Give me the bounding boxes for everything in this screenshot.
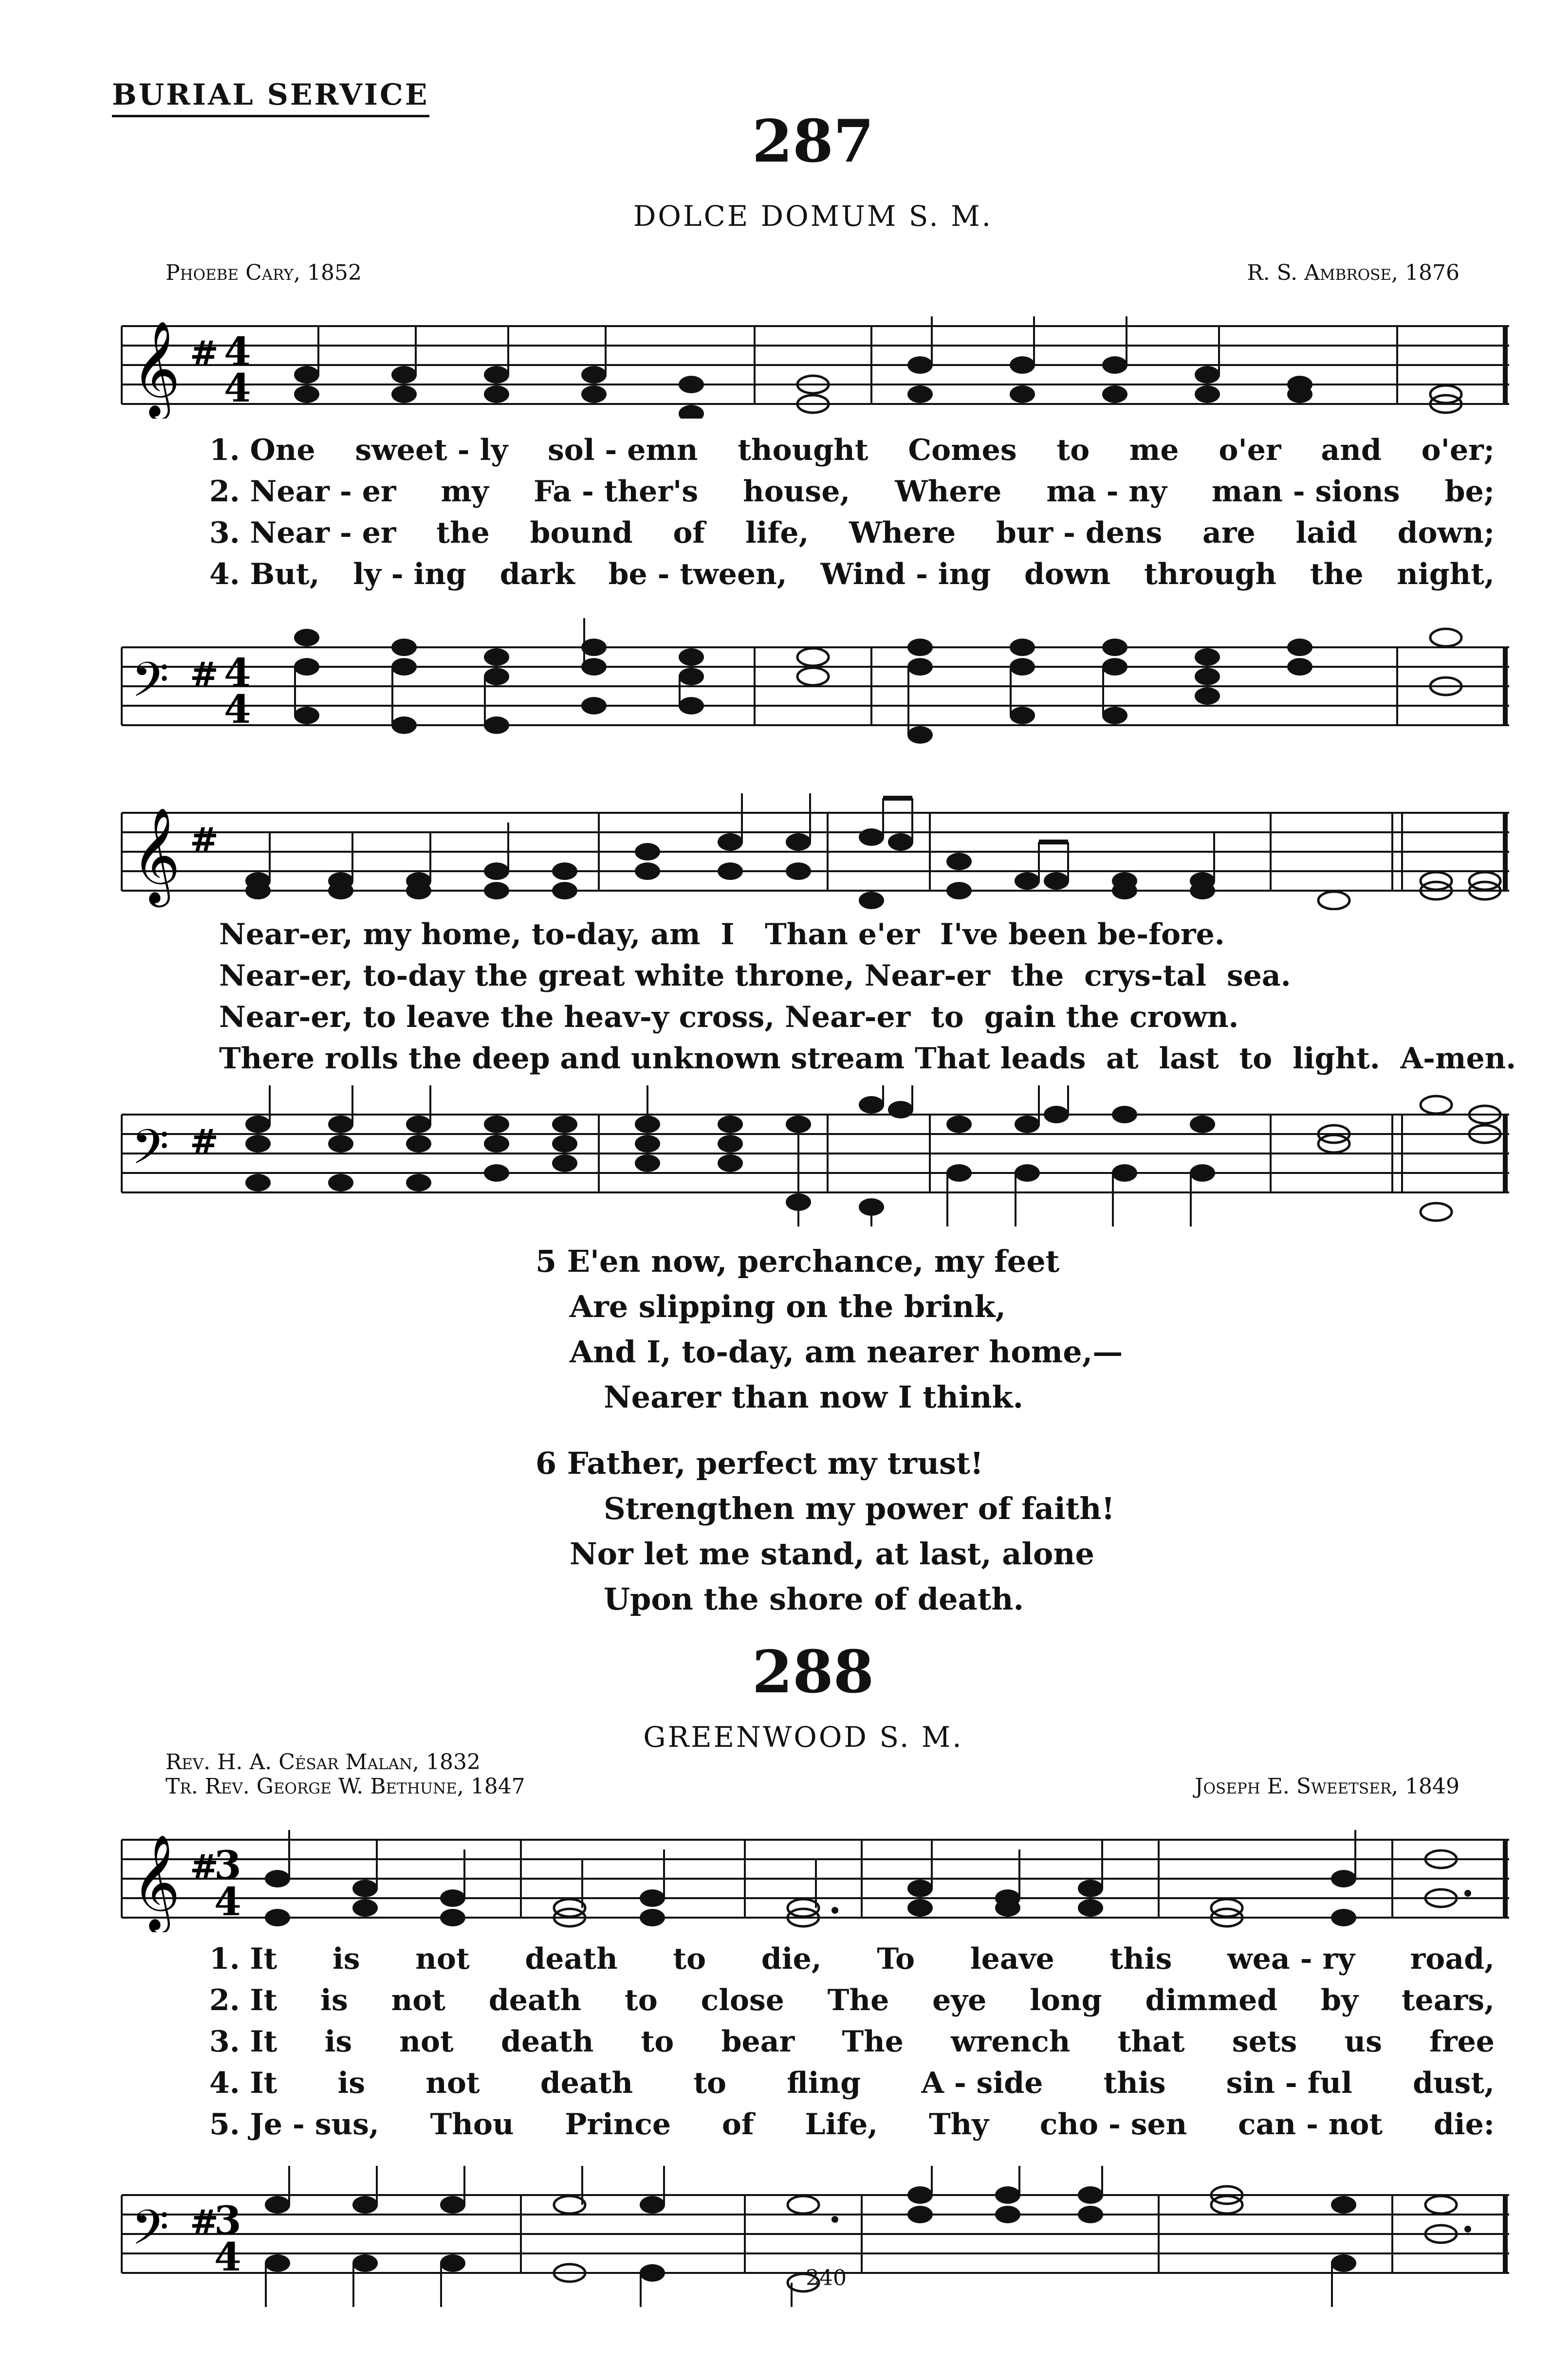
lyric-syllable: Thy: [929, 2107, 989, 2142]
lyric-syllable: the: [436, 516, 490, 550]
lyric-syllable: this: [1103, 2066, 1166, 2100]
lyrics-287-system2-verse1: Near-er, my home, to-day, am I Than e'er I've been be-fore.: [219, 917, 1225, 952]
lyric-syllable: sin - ful: [1226, 2066, 1352, 2100]
lyric-syllable: bound: [530, 516, 633, 550]
svg-text:3: 3: [214, 2197, 241, 2243]
lyric-syllable: 1. One: [209, 433, 315, 467]
svg-text:#: #: [190, 1847, 219, 1887]
verse-5-line-3: And I, to-day, am nearer home,—: [570, 1334, 1123, 1370]
lyric-syllable: sets: [1232, 2025, 1297, 2059]
lyric-syllable: is: [333, 1942, 360, 1976]
lyric-syllable: 3. Near - er: [209, 516, 396, 550]
lyric-syllable: to: [625, 1983, 658, 2017]
tune-name-287: DOLCE DOMUM S. M.: [633, 200, 993, 233]
lyric-syllable: long: [1030, 1983, 1102, 2017]
svg-text:4: 4: [214, 1879, 241, 1924]
lyric-syllable: life,: [745, 516, 809, 550]
lyric-syllable: sol - emn: [547, 433, 698, 467]
lyric-syllable: Where: [849, 516, 956, 550]
verse-6-line-2: Strengthen my power of faith!: [604, 1491, 1115, 1526]
lyric-syllable: To: [877, 1942, 915, 1976]
lyric-syllable: dust,: [1412, 2066, 1495, 2100]
lyric-syllable: 1. It: [209, 1942, 277, 1976]
lyric-syllable: o'er: [1219, 433, 1281, 467]
lyric-syllable: Wind - ing: [820, 557, 991, 591]
lyric-syllable: The: [842, 2025, 904, 2059]
verse-5-line-1: 5 E'en now, perchance, my feet: [536, 1244, 1060, 1279]
lyrics-287-system2-verse2: Near-er, to-day the great white throne, Near-er the crys-tal sea.: [219, 959, 1291, 993]
lyric-syllable: dimmed: [1145, 1983, 1278, 2017]
verse-5: [536, 1244, 1123, 1415]
lyric-syllable: man - sions: [1211, 475, 1400, 509]
lyric-syllable: o'er;: [1421, 433, 1495, 467]
lyrics-287-verse1: [209, 433, 1495, 467]
svg-text:4: 4: [224, 365, 251, 411]
lyric-syllable: be - tween,: [608, 557, 787, 591]
lyrics-288-verse1: [209, 1942, 1495, 1976]
svg-text:𝄢: 𝄢: [131, 652, 169, 720]
lyric-syllable: by: [1321, 1983, 1358, 2017]
lyric-syllable: are: [1202, 516, 1256, 550]
lyric-syllable: dark: [499, 557, 575, 591]
lyric-syllable: bur - dens: [996, 516, 1163, 550]
lyric-syllable: of: [721, 2107, 754, 2142]
hymn-number-288: 288: [752, 1638, 874, 1706]
lyric-syllable: ly - ing: [353, 557, 466, 591]
lyric-syllable: my: [441, 475, 489, 509]
lyric-syllable: to: [641, 2025, 674, 2059]
treble-staff-287-system1: [112, 311, 1509, 419]
svg-text:4: 4: [224, 686, 251, 732]
page-number: 240: [806, 2266, 847, 2290]
lyric-syllable: thought: [738, 433, 868, 467]
svg-text:𝄞: 𝄞: [131, 807, 181, 903]
lyric-syllable: this: [1109, 1942, 1172, 1976]
lyrics-287-verse3: [209, 516, 1495, 550]
lyrics-288-verse4: [209, 2066, 1495, 2100]
lyric-syllable: Comes: [908, 433, 1017, 467]
lyric-syllable: 4. It: [209, 2066, 277, 2100]
lyric-syllable: Thou: [430, 2107, 514, 2142]
lyric-syllable: death: [501, 2025, 594, 2059]
lyric-syllable: not: [399, 2025, 454, 2059]
translator-credit-288: Tr. Rev. George W. Bethune, 1847: [166, 1774, 525, 1799]
lyric-syllable: laid: [1295, 516, 1357, 550]
lyrics-287-verse4: [209, 557, 1495, 591]
tune-name-288: GREENWOOD S. M.: [643, 1721, 963, 1754]
svg-text:#: #: [190, 1121, 219, 1162]
lyric-syllable: is: [320, 1983, 348, 2017]
lyric-syllable: night,: [1397, 557, 1495, 591]
lyric-syllable: of: [673, 516, 705, 550]
lyric-syllable: close: [701, 1983, 784, 2017]
lyric-syllable: 2. It: [209, 1983, 277, 2017]
svg-text:#: #: [190, 820, 219, 860]
lyric-syllable: fling: [787, 2066, 861, 2100]
lyric-syllable: to: [1056, 433, 1090, 467]
lyric-syllable: us: [1344, 2025, 1382, 2059]
lyric-syllable: die,: [761, 1942, 822, 1976]
lyric-syllable: house,: [743, 475, 850, 509]
hymn-number-287: 287: [752, 107, 874, 176]
verse-6-line-1: 6 Father, perfect my trust!: [536, 1446, 983, 1481]
lyric-syllable: eye: [932, 1983, 987, 2017]
lyric-syllable: free: [1429, 2025, 1495, 2059]
lyric-syllable: the: [1310, 557, 1364, 591]
lyric-syllable: down;: [1397, 516, 1495, 550]
lyric-syllable: The: [827, 1983, 889, 2017]
lyrics-288-verse3: [209, 2025, 1495, 2059]
lyric-syllable: tears,: [1401, 1983, 1495, 2017]
lyric-syllable: is: [324, 2025, 352, 2059]
svg-text:4: 4: [224, 650, 251, 696]
verse-6-line-4: Upon the shore of death.: [604, 1581, 1024, 1617]
lyric-syllable: Where: [895, 475, 1002, 509]
lyric-syllable: not: [425, 2066, 480, 2100]
lyrics-287-verse2: [209, 475, 1495, 509]
lyric-syllable: Life,: [805, 2107, 878, 2142]
svg-text:4: 4: [224, 329, 251, 374]
lyric-syllable: cho - sen: [1039, 2107, 1187, 2142]
lyric-syllable: Prince: [565, 2107, 671, 2142]
lyric-syllable: death: [488, 1983, 582, 2017]
verse-5-line-4: Nearer than now I think.: [604, 1379, 1024, 1415]
lyric-syllable: be;: [1444, 475, 1495, 509]
verse-6-line-3: Nor let me stand, at last, alone: [570, 1536, 1094, 1572]
svg-text:𝄞: 𝄞: [131, 1834, 181, 1930]
svg-text:#: #: [190, 654, 219, 695]
lyric-syllable: road,: [1410, 1942, 1495, 1976]
verse-5-line-2: Are slipping on the brink,: [570, 1289, 1006, 1324]
lyric-syllable: 4. But,: [209, 557, 320, 591]
lyric-syllable: 5. Je - sus,: [209, 2107, 379, 2142]
author-credit-287: Phoebe Cary, 1852: [166, 260, 362, 285]
verse-6: [536, 1446, 1115, 1617]
lyric-syllable: to: [693, 2066, 727, 2100]
lyric-syllable: not: [415, 1942, 470, 1976]
svg-text:3: 3: [214, 1842, 241, 1888]
treble-staff-287-system2: [112, 793, 1509, 910]
lyric-syllable: through: [1144, 557, 1277, 591]
composer-credit-287: R. S. Ambrose, 1876: [1247, 260, 1460, 285]
svg-text:#: #: [190, 2202, 219, 2242]
svg-text:𝄢: 𝄢: [131, 2200, 169, 2268]
lyric-syllable: die:: [1433, 2107, 1495, 2142]
lyric-syllable: wea - ry: [1227, 1942, 1355, 1976]
bass-staff-287-system1: [112, 618, 1509, 759]
lyrics-288-verse2: [209, 1983, 1495, 2017]
lyric-syllable: leave: [970, 1942, 1054, 1976]
svg-text:4: 4: [214, 2234, 241, 2280]
bass-staff-287-system2: [112, 1085, 1509, 1231]
lyrics-287-system2-verse4: There rolls the deep and unknown stream That leads at last to light. A-men.: [219, 1042, 1516, 1076]
lyrics-287-system2-verse3: Near-er, to leave the heav-y cross, Near-er to gain the crown.: [219, 1000, 1239, 1034]
section-header: BURIAL SERVICE: [112, 78, 429, 117]
lyric-syllable: Fa - ther's: [533, 475, 699, 509]
lyric-syllable: 2. Near - er: [209, 475, 396, 509]
lyric-syllable: wrench: [951, 2025, 1071, 2059]
lyric-syllable: sweet - ly: [355, 433, 508, 467]
lyric-syllable: ma - ny: [1046, 475, 1167, 509]
lyric-syllable: can - not: [1238, 2107, 1383, 2142]
lyric-syllable: to: [673, 1942, 706, 1976]
lyric-syllable: death: [540, 2066, 633, 2100]
lyrics-288-verse5: [209, 2107, 1495, 2142]
lyric-syllable: and: [1321, 433, 1382, 467]
svg-text:#: #: [190, 333, 219, 373]
svg-text:𝄢: 𝄢: [131, 1119, 169, 1187]
lyric-syllable: bear: [721, 2025, 795, 2059]
lyric-syllable: death: [525, 1942, 618, 1976]
lyric-syllable: 3. It: [209, 2025, 277, 2059]
lyric-syllable: is: [337, 2066, 366, 2100]
lyric-syllable: down: [1024, 557, 1111, 591]
lyric-syllable: not: [391, 1983, 445, 2017]
lyric-syllable: that: [1117, 2025, 1185, 2059]
treble-staff-288: [112, 1820, 1509, 1932]
author-credit-288: Rev. H. A. César Malan, 1832: [166, 1750, 480, 1775]
lyric-syllable: A - side: [921, 2066, 1043, 2100]
composer-credit-288: Joseph E. Sweetser, 1849: [1195, 1774, 1460, 1799]
lyric-syllable: me: [1129, 433, 1179, 467]
svg-text:𝄞: 𝄞: [131, 320, 181, 417]
